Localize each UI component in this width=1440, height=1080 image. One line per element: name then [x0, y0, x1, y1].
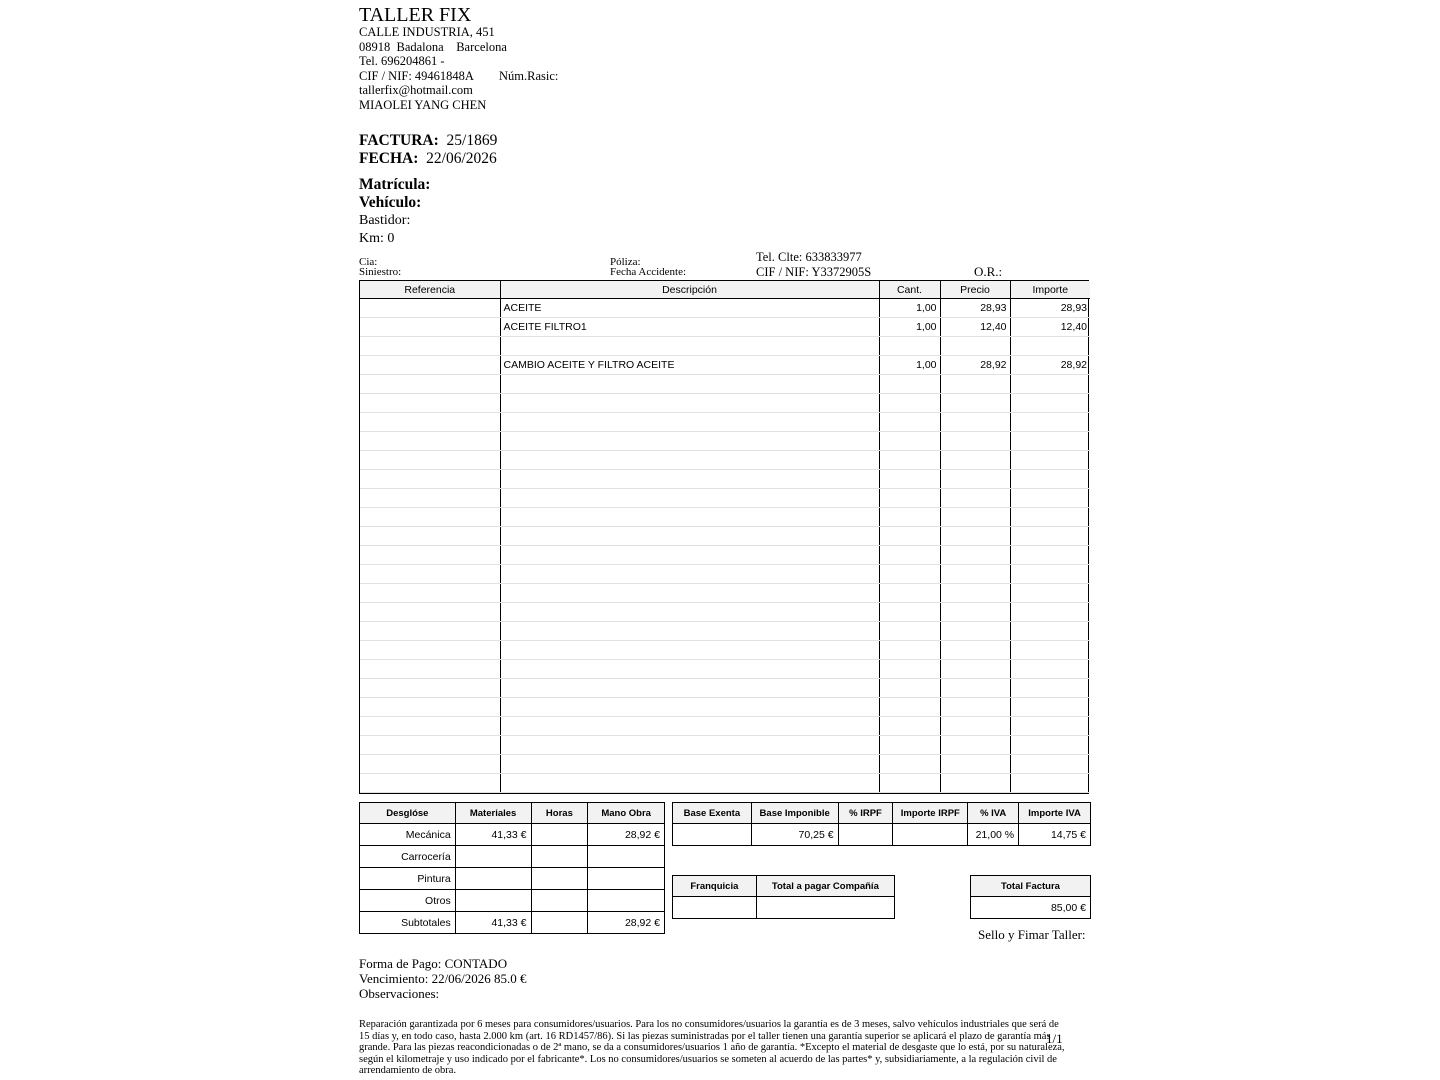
- breakdown-mano-obra: 28,92 €: [588, 824, 665, 846]
- table-row-empty: [360, 375, 1090, 394]
- table-row-empty: [360, 755, 1090, 774]
- empty-cell: [879, 508, 940, 527]
- franquicia-table: [672, 875, 895, 919]
- empty-cell: [360, 736, 500, 755]
- empty-cell: [1010, 755, 1090, 774]
- cell-descripcion: ACEITE FILTRO1: [500, 318, 879, 337]
- client-phone: Tel. Clte: 633833977: [756, 250, 862, 264]
- table-row: [360, 318, 1090, 337]
- cell-descripcion: CAMBIO ACEITE Y FILTRO ACEITE: [500, 356, 879, 375]
- breakdown-col-desglose: Desglóse: [360, 803, 456, 824]
- cell-importe: 28,92: [1010, 356, 1090, 375]
- empty-cell: [360, 603, 500, 622]
- table-row-empty: [360, 527, 1090, 546]
- empty-cell: [500, 546, 879, 565]
- bastidor-label: Bastidor:: [359, 213, 411, 228]
- km-value: Km: 0: [359, 231, 395, 246]
- cell-descripcion: [500, 337, 879, 356]
- total-factura-label: Total Factura: [971, 876, 1091, 897]
- table-row-empty: [360, 717, 1090, 736]
- franquicia-value: [673, 897, 757, 919]
- taxes-col-base-exenta: Base Exenta: [673, 803, 752, 824]
- table-row: [360, 356, 1090, 375]
- table-row-empty: [360, 508, 1090, 527]
- breakdown-row-mecanica: [360, 824, 665, 846]
- breakdown-header-row: [360, 803, 665, 824]
- company-province: Barcelona: [456, 40, 507, 54]
- total-header-row: [971, 876, 1091, 897]
- franquicia-values-row: [673, 897, 895, 919]
- breakdown-label: Mecánica: [360, 824, 456, 846]
- empty-cell: [500, 394, 879, 413]
- taxes-iva: 21,00 %: [968, 824, 1019, 846]
- empty-cell: [1010, 451, 1090, 470]
- empty-cell: [879, 451, 940, 470]
- empty-cell: [360, 622, 500, 641]
- vencimiento: Vencimiento: 22/06/2026 85.0 €: [359, 971, 527, 986]
- cell-importe: 28,93: [1010, 299, 1090, 318]
- empty-cell: [879, 660, 940, 679]
- breakdown-col-materiales: Materiales: [455, 803, 531, 824]
- empty-cell: [879, 679, 940, 698]
- breakdown-label: Otros: [360, 890, 456, 912]
- empty-cell: [1010, 717, 1090, 736]
- empty-cell: [1010, 394, 1090, 413]
- empty-cell: [940, 717, 1010, 736]
- table-row: [360, 299, 1090, 318]
- company-city-line: [359, 40, 507, 55]
- empty-cell: [1010, 470, 1090, 489]
- empty-cell: [1010, 603, 1090, 622]
- empty-cell: [940, 394, 1010, 413]
- table-row-empty: [360, 660, 1090, 679]
- empty-cell: [1010, 641, 1090, 660]
- breakdown-horas: [531, 890, 588, 912]
- col-importe: Importe: [1010, 281, 1090, 299]
- taxes-base-exenta: [673, 824, 752, 846]
- empty-cell: [500, 698, 879, 717]
- cell-importe: [1010, 337, 1090, 356]
- factura-label: FACTURA:: [359, 132, 439, 149]
- empty-cell: [879, 527, 940, 546]
- empty-cell: [879, 755, 940, 774]
- breakdown-label: Subtotales: [360, 912, 456, 934]
- col-cantidad: Cant.: [879, 281, 940, 299]
- empty-cell: [500, 489, 879, 508]
- empty-cell: [360, 375, 500, 394]
- empty-cell: [879, 717, 940, 736]
- empty-cell: [1010, 413, 1090, 432]
- empty-cell: [940, 774, 1010, 793]
- empty-cell: [1010, 660, 1090, 679]
- empty-cell: [940, 527, 1010, 546]
- breakdown-mano-obra: [588, 868, 665, 890]
- empty-cell: [1010, 774, 1090, 793]
- empty-cell: [940, 603, 1010, 622]
- franquicia-col: Franquicia: [673, 876, 757, 897]
- empty-cell: [940, 432, 1010, 451]
- fecha-accidente-label: Fecha Accidente:: [610, 266, 687, 278]
- matricula-label: Matrícula:: [359, 176, 431, 193]
- breakdown-materiales: [455, 890, 531, 912]
- empty-cell: [879, 736, 940, 755]
- col-referencia: Referencia: [360, 281, 500, 299]
- empty-cell: [1010, 584, 1090, 603]
- table-row-empty: [360, 489, 1090, 508]
- empty-cell: [879, 622, 940, 641]
- empty-cell: [940, 375, 1010, 394]
- empty-cell: [940, 660, 1010, 679]
- breakdown-horas: [531, 868, 588, 890]
- total-factura-value: 85,00 €: [971, 897, 1091, 919]
- empty-cell: [879, 470, 940, 489]
- empty-cell: [940, 622, 1010, 641]
- empty-cell: [500, 413, 879, 432]
- empty-cell: [879, 565, 940, 584]
- company-email: tallerfix@hotmail.com: [359, 83, 473, 97]
- breakdown-materiales: 41,33 €: [455, 912, 531, 934]
- empty-cell: [1010, 679, 1090, 698]
- sello-firma-label: Sello y Fimar Taller:: [978, 927, 1086, 942]
- empty-cell: [940, 565, 1010, 584]
- invoice-date: [359, 150, 497, 168]
- empty-cell: [500, 603, 879, 622]
- empty-cell: [500, 451, 879, 470]
- company-postal: 08918: [359, 40, 391, 54]
- breakdown-materiales: [455, 868, 531, 890]
- empty-cell: [879, 394, 940, 413]
- col-precio: Precio: [940, 281, 1010, 299]
- empty-cell: [360, 470, 500, 489]
- empty-cell: [1010, 736, 1090, 755]
- empty-cell: [940, 679, 1010, 698]
- empty-cell: [500, 774, 879, 793]
- empty-cell: [500, 375, 879, 394]
- table-row-empty: [360, 565, 1090, 584]
- empty-cell: [500, 432, 879, 451]
- company-rasic-label: Núm.Rasic:: [499, 69, 559, 83]
- empty-cell: [360, 641, 500, 660]
- taxes-values-row: [673, 824, 1091, 846]
- empty-cell: [500, 679, 879, 698]
- table-row-empty: [360, 698, 1090, 717]
- company-city: Badalona: [396, 40, 444, 54]
- empty-cell: [879, 774, 940, 793]
- cell-precio: 12,40: [940, 318, 1010, 337]
- empty-cell: [360, 565, 500, 584]
- table-row-empty: [360, 622, 1090, 641]
- fecha-label: FECHA:: [359, 150, 419, 167]
- poliza-label: Póliza:: [610, 256, 641, 268]
- taxes-table: [672, 802, 1091, 846]
- table-row-empty: [360, 584, 1090, 603]
- breakdown-row-carroceria: [360, 846, 665, 868]
- observaciones-label: Observaciones:: [359, 986, 440, 1001]
- empty-cell: [360, 698, 500, 717]
- empty-cell: [360, 584, 500, 603]
- breakdown-label: Carrocería: [360, 846, 456, 868]
- cell-referencia: [360, 356, 500, 375]
- cia-label: Cia:: [359, 256, 378, 268]
- empty-cell: [360, 489, 500, 508]
- cell-precio: [940, 337, 1010, 356]
- empty-cell: [940, 698, 1010, 717]
- factura-value: 25/1869: [446, 132, 498, 149]
- breakdown-horas: [531, 846, 588, 868]
- vehiculo-label: Vehículo:: [359, 194, 422, 211]
- taxes-col-iva: % IVA: [968, 803, 1019, 824]
- company-owner: MIAOLEI YANG CHEN: [359, 98, 487, 112]
- empty-cell: [940, 755, 1010, 774]
- empty-cell: [879, 413, 940, 432]
- empty-cell: [360, 679, 500, 698]
- empty-cell: [360, 755, 500, 774]
- empty-cell: [360, 451, 500, 470]
- cell-referencia: [360, 299, 500, 318]
- empty-cell: [879, 584, 940, 603]
- fecha-value: 22/06/2026: [426, 150, 497, 167]
- table-row-empty: [360, 432, 1090, 451]
- breakdown-horas: [531, 824, 588, 846]
- empty-cell: [879, 489, 940, 508]
- total-value-row: [971, 897, 1091, 919]
- empty-cell: [1010, 622, 1090, 641]
- company-phone: Tel. 696204861 -: [359, 54, 445, 68]
- empty-cell: [1010, 432, 1090, 451]
- items-header-row: [360, 281, 1090, 299]
- breakdown-col-horas: Horas: [531, 803, 588, 824]
- empty-cell: [940, 451, 1010, 470]
- empty-cell: [360, 774, 500, 793]
- empty-cell: [879, 546, 940, 565]
- taxes-importe-iva: 14,75 €: [1019, 824, 1091, 846]
- taxes-importe-irpf: [893, 824, 968, 846]
- empty-cell: [360, 546, 500, 565]
- empty-cell: [940, 508, 1010, 527]
- cell-cantidad: 1,00: [879, 356, 940, 375]
- page-number: 1/1: [1046, 1031, 1063, 1046]
- empty-cell: [1010, 508, 1090, 527]
- cell-descripcion: ACEITE: [500, 299, 879, 318]
- breakdown-materiales: [455, 846, 531, 868]
- cell-cantidad: 1,00: [879, 318, 940, 337]
- taxes-col-base-imponible: Base Imponible: [751, 803, 838, 824]
- empty-cell: [940, 413, 1010, 432]
- empty-cell: [500, 755, 879, 774]
- table-row-empty: [360, 470, 1090, 489]
- breakdown-col-mano-obra: Mano Obra: [588, 803, 665, 824]
- breakdown-mano-obra: [588, 846, 665, 868]
- table-row: [360, 337, 1090, 356]
- empty-cell: [360, 717, 500, 736]
- forma-de-pago: Forma de Pago: CONTADO: [359, 956, 508, 971]
- table-row-empty: [360, 774, 1090, 793]
- warranty-text: Reparación garantizada por 6 meses para consumidores/usuarios. Para los no consumidores/usuarios la garantía es de 3 meses, salvo vehículos industriales que será de 15 días y, en todo caso, hasta 2.000 km (art. 16 RD1457/86). Si las piezas suministradas por el taller tienen una garantía superior se aplicará el plazo de garantía más grande. Para las piezas reacondicionadas o de 2ª mano, se da a consumidores/usuarios 1 año de garantía. *Excepto el material de desgaste que lo está, por su naturaleza, según el kilometraje y uso indicado por el fabricante*. Los no consumidores/usuarios se someten al acuerdo de las partes* y, subsidiariamente, a la regulación civil de arrendamiento de obra.: [359, 1019, 1065, 1076]
- empty-cell: [1010, 375, 1090, 394]
- empty-cell: [360, 413, 500, 432]
- empty-cell: [500, 660, 879, 679]
- empty-cell: [500, 736, 879, 755]
- table-row-empty: [360, 413, 1090, 432]
- table-row-empty: [360, 679, 1090, 698]
- table-row-empty: [360, 451, 1090, 470]
- empty-cell: [360, 527, 500, 546]
- breakdown-materiales: 41,33 €: [455, 824, 531, 846]
- empty-cell: [1010, 565, 1090, 584]
- franquicia-header-row: [673, 876, 895, 897]
- empty-cell: [500, 584, 879, 603]
- breakdown-mano-obra: 28,92 €: [588, 912, 665, 934]
- taxes-col-irpf: % IRPF: [838, 803, 893, 824]
- taxes-col-importe-iva: Importe IVA: [1019, 803, 1091, 824]
- table-row-empty: [360, 394, 1090, 413]
- company-name: TALLER FIX: [359, 4, 472, 26]
- empty-cell: [360, 394, 500, 413]
- taxes-irpf: [838, 824, 893, 846]
- cell-importe: 12,40: [1010, 318, 1090, 337]
- empty-cell: [940, 546, 1010, 565]
- empty-cell: [500, 470, 879, 489]
- taxes-base-imponible: 70,25 €: [751, 824, 838, 846]
- empty-cell: [360, 432, 500, 451]
- empty-cell: [940, 641, 1010, 660]
- or-label: O.R.:: [974, 264, 1003, 279]
- empty-cell: [1010, 489, 1090, 508]
- empty-cell: [500, 622, 879, 641]
- empty-cell: [1010, 698, 1090, 717]
- empty-cell: [500, 641, 879, 660]
- empty-cell: [500, 527, 879, 546]
- taxes-col-importe-irpf: Importe IRPF: [893, 803, 968, 824]
- total-factura-table: [970, 875, 1091, 919]
- cell-cantidad: [879, 337, 940, 356]
- total-compania-col: Total a pagar Compañía: [756, 876, 894, 897]
- empty-cell: [360, 508, 500, 527]
- breakdown-horas: [531, 912, 588, 934]
- company-address: CALLE INDUSTRIA, 451: [359, 25, 495, 39]
- empty-cell: [1010, 527, 1090, 546]
- empty-cell: [879, 641, 940, 660]
- breakdown-table: [359, 802, 665, 934]
- company-cif: CIF / NIF: 49461848A: [359, 69, 474, 83]
- empty-cell: [879, 603, 940, 622]
- empty-cell: [940, 736, 1010, 755]
- breakdown-label: Pintura: [360, 868, 456, 890]
- cell-cantidad: 1,00: [879, 299, 940, 318]
- empty-cell: [500, 508, 879, 527]
- breakdown-row-otros: [360, 890, 665, 912]
- table-row-empty: [360, 603, 1090, 622]
- empty-cell: [879, 432, 940, 451]
- breakdown-row-subtotales: [360, 912, 665, 934]
- breakdown-mano-obra: [588, 890, 665, 912]
- cell-referencia: [360, 318, 500, 337]
- table-row-empty: [360, 736, 1090, 755]
- empty-cell: [360, 660, 500, 679]
- empty-cell: [1010, 546, 1090, 565]
- empty-cell: [879, 698, 940, 717]
- empty-cell: [500, 565, 879, 584]
- items-table: [359, 280, 1089, 794]
- cell-precio: 28,92: [940, 356, 1010, 375]
- total-compania-value: [756, 897, 894, 919]
- table-row-empty: [360, 546, 1090, 565]
- breakdown-row-pintura: [360, 868, 665, 890]
- taxes-header-row: [673, 803, 1091, 824]
- col-descripcion: Descripción: [500, 281, 879, 299]
- cell-precio: 28,93: [940, 299, 1010, 318]
- empty-cell: [940, 470, 1010, 489]
- empty-cell: [500, 717, 879, 736]
- client-cif: CIF / NIF: Y3372905S: [756, 265, 872, 279]
- empty-cell: [879, 375, 940, 394]
- siniestro-label: Siniestro:: [359, 266, 402, 278]
- empty-cell: [940, 584, 1010, 603]
- empty-cell: [940, 489, 1010, 508]
- invoice-number: [359, 132, 497, 150]
- cell-referencia: [360, 337, 500, 356]
- table-row-empty: [360, 641, 1090, 660]
